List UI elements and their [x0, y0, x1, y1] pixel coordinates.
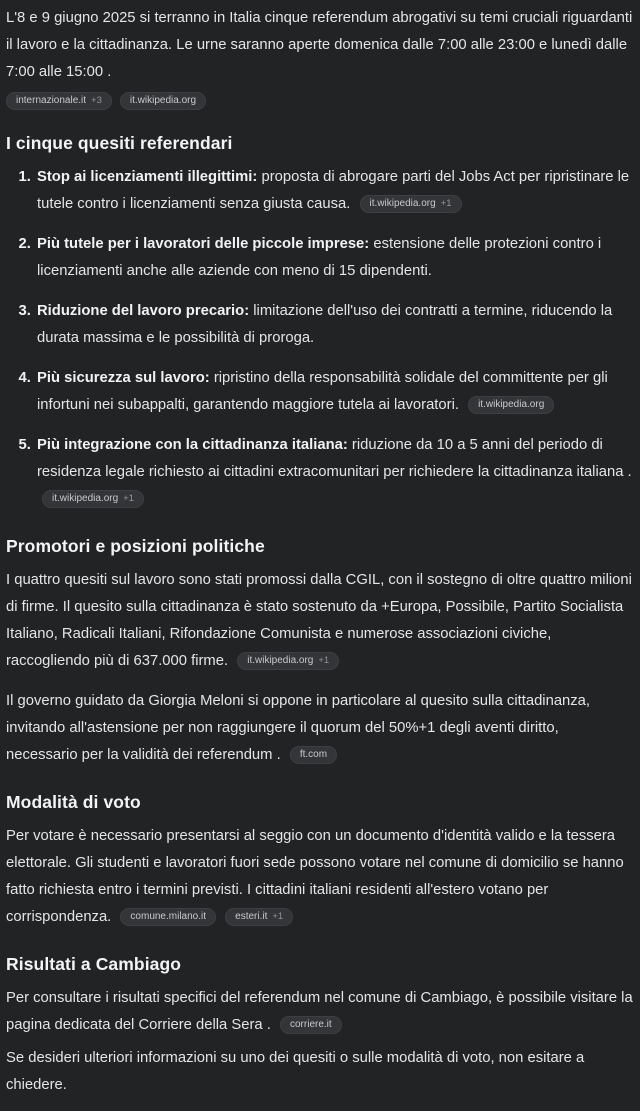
- item-lead: Più integrazione con la cittadinanza italiana:: [37, 437, 348, 453]
- citation-source: it.wikipedia.org: [247, 655, 314, 666]
- citation-badge-wikipedia[interactable]: [360, 195, 462, 213]
- citation-extra-count: +1: [440, 198, 452, 209]
- list-item-quesito-3: [35, 298, 633, 352]
- citation-badge-wikipedia[interactable]: [42, 490, 144, 508]
- closing-text: Se desideri ulteriori informazioni su uno dei quesiti o sulle modalità di voto, non esitare a chiedere.: [6, 1050, 585, 1093]
- citation-badge-esteri[interactable]: [225, 908, 293, 926]
- item-lead: Stop ai licenziamenti illegittimi:: [37, 169, 258, 185]
- citation-badge-internazionale[interactable]: [6, 92, 112, 110]
- risultati-paragraph: [6, 985, 633, 1039]
- citation-source: it.wikipedia.org: [129, 95, 197, 106]
- citation-extra-count: +1: [123, 493, 134, 504]
- promotori-paragraph-2: [6, 688, 633, 769]
- item-lead: Riduzione del lavoro precario:: [37, 303, 250, 319]
- intro-paragraph: [6, 5, 633, 86]
- citation-badge-wikipedia[interactable]: [120, 92, 206, 110]
- item-text: ripristino della responsabilità solidale del committente per gli infortuni nei subappalti, garantendo maggiore tutela ai lavoratori.: [37, 370, 608, 413]
- citation-extra-count: +1: [318, 655, 330, 666]
- citation-source: corriere.it: [290, 1019, 332, 1030]
- citation-badge-corriere[interactable]: [280, 1016, 342, 1034]
- item-lead: Più tutele per i lavoratori delle piccole imprese:: [37, 236, 370, 252]
- citation-source: ft.com: [299, 749, 328, 760]
- item-text: estensione delle protezioni contro i licenziamenti anche alle aziende con meno di 15 dipendenti.: [37, 236, 602, 279]
- modalita-paragraph: [6, 823, 633, 931]
- citation-extra-count: +3: [91, 95, 102, 106]
- citation-source: it.wikipedia.org: [369, 198, 436, 209]
- citation-source: it.wikipedia.org: [52, 493, 119, 504]
- item-text: riduzione da 10 a 5 anni del periodo di residenza legale richiesto ai cittadini extracomunitari per richiedere la cittadinanza italiana .: [37, 437, 632, 480]
- intro-citation-row: [6, 92, 633, 110]
- item-lead: Più sicurezza sul lavoro:: [37, 370, 210, 386]
- section-heading-promotori: Promotori e posizioni politiche: [6, 536, 265, 556]
- section-heading-risultati: Risultati a Cambiago: [6, 954, 182, 974]
- paragraph-text: I quattro quesiti sul lavoro sono stati promossi dalla CGIL, con il sostegno di oltre quattro milioni di firme. Il quesito sulla cittadinanza è stato sostenuto da +Europa, Possibile, Partito Socialista Italiano, Radicali Italiani, Rifondazione Comunista e numerose associazioni civiche, raccogliendo più di 637.000 firme.: [6, 572, 632, 669]
- citation-source: comune.milano.it: [130, 911, 207, 922]
- citation-badge-wikipedia[interactable]: [237, 652, 339, 670]
- paragraph-text: Per votare è necessario presentarsi al seggio con un documento d'identità valido e la tessera elettorale. Gli studenti e lavoratori fuori sede possono votare nel comune di domicilio se hanno fatto richiesta entro i termini previsti. I cittadini italiani residenti all'estero votano per corrispondenza.: [6, 828, 624, 925]
- citation-extra-count: +1: [272, 911, 284, 922]
- list-item-quesito-1: [35, 164, 633, 218]
- item-text: proposta di abrogare parti del Jobs Act per ripristinare le tutele contro i licenziamenti senza giusta causa.: [37, 169, 630, 212]
- item-text: limitazione dell'uso dei contratti a termine, riducendo la durata massima e le possibilità di proroga.: [37, 303, 613, 346]
- closing-paragraph: [6, 1045, 633, 1099]
- section-heading-modalita: Modalità di voto: [6, 792, 141, 812]
- citation-source: internazionale.it: [16, 95, 87, 106]
- promotori-paragraph-1: [6, 567, 633, 675]
- citation-source: it.wikipedia.org: [478, 399, 545, 410]
- citation-badge-comune-milano[interactable]: [120, 908, 216, 926]
- citation-badge-ft[interactable]: [290, 746, 337, 764]
- paragraph-text: Il governo guidato da Giorgia Meloni si oppone in particolare al quesito sulla cittadinanza, invitando all'astensione per non raggiungere il quorum del 50%+1 degli aventi diritto, necessario per la validità dei referendum .: [6, 693, 591, 763]
- quesiti-list: [6, 164, 633, 513]
- section-heading-quesiti: I cinque quesiti referendari: [6, 133, 233, 153]
- list-item-quesito-4: [35, 365, 633, 419]
- citation-source: esteri.it: [235, 911, 268, 922]
- list-item-quesito-5: [35, 432, 633, 513]
- paragraph-text: Per consultare i risultati specifici del referendum nel comune di Cambiago, è possibile visitare la pagina dedicata del Corriere della Sera .: [6, 990, 633, 1033]
- intro-text: L'8 e 9 giugno 2025 si terranno in Italia cinque referendum abrogativi su temi cruciali riguardanti il lavoro e la cittadinanza. Le urne saranno aperte domenica dalle 7:00 alle 23:00 e lunedì dalle 7:00 alle 15:00 .: [6, 10, 633, 80]
- citation-badge-wikipedia[interactable]: [468, 396, 554, 414]
- list-item-quesito-2: [35, 231, 633, 285]
